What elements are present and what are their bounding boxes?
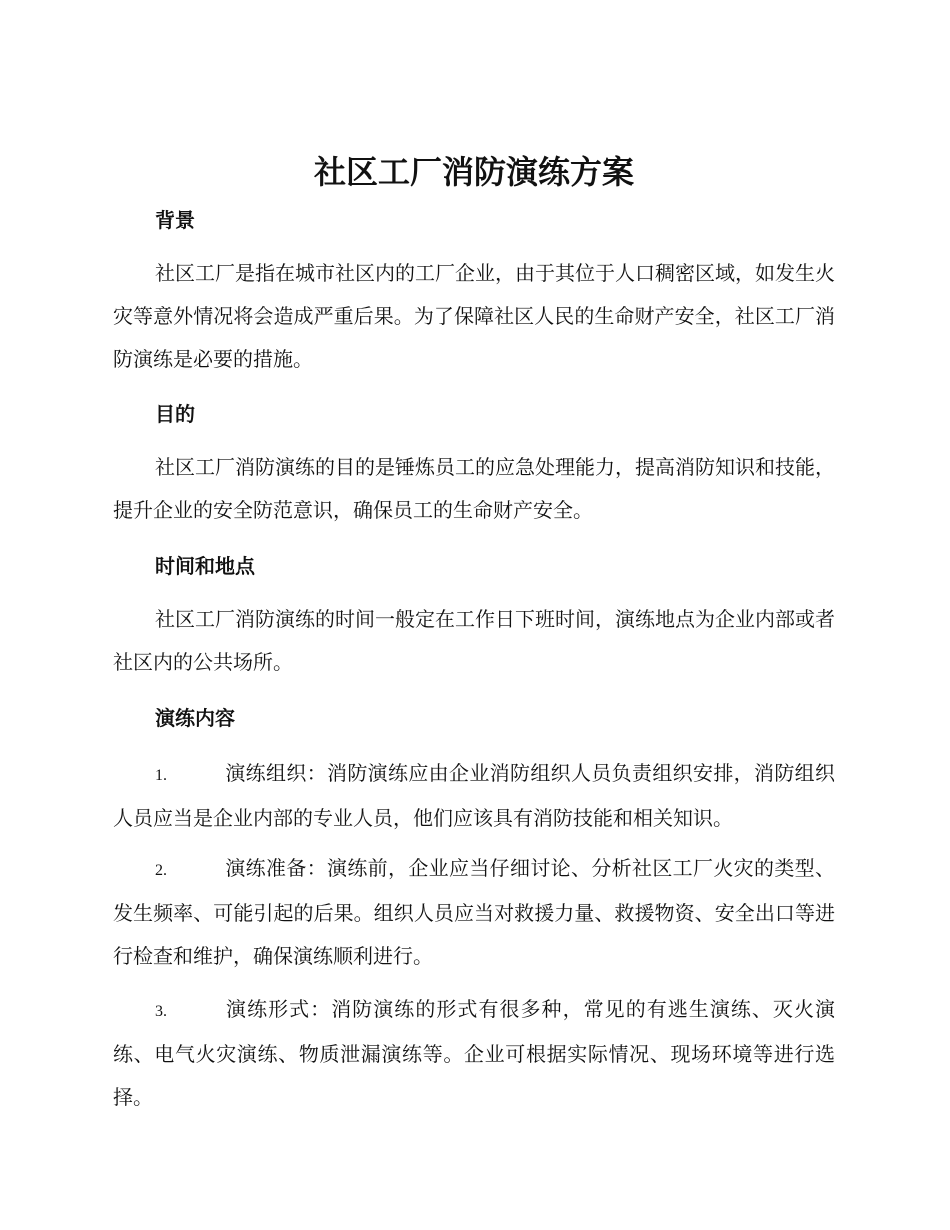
list-item: [113, 988, 835, 1119]
section-heading-time-place: 时间和地点: [155, 554, 255, 578]
section-text-background: 社区工厂是指在城市社区内的工厂企业，由于其位于人口稠密区域，如发生火灾等意外情况将会造成严重后果。为了保障社区人民的生命财产安全，社区工厂消防演练是必要的措施。: [113, 261, 835, 371]
section-text-purpose: 社区工厂消防演练的目的是锤炼员工的应急处理能力，提高消防知识和技能，提升企业的安全防范意识，确保员工的生命财产安全。: [113, 455, 835, 522]
list-item: [113, 847, 835, 978]
document-title: 社区工厂消防演练方案: [313, 153, 634, 191]
list-item-text: 演练形式：消防演练的形式有很多种，常见的有逃生演练、灭火演练、电气火灾演练、物质泄漏演练等。企业可根据实际情况、现场环境等进行选择。: [113, 997, 835, 1109]
list-item-number: 1.: [155, 767, 167, 784]
section-heading-purpose: 目的: [155, 402, 195, 426]
list-item-number: 2.: [155, 862, 167, 879]
list-item-number: 3.: [155, 1003, 167, 1020]
section-text-time-place: 社区工厂消防演练的时间一般定在工作日下班时间，演练地点为企业内部或者社区内的公共场所。: [113, 607, 835, 674]
section-heading-background: 背景: [155, 208, 195, 232]
list-item-text: 演练组织：消防演练应由企业消防组织人员负责组织安排，消防组织人员应当是企业内部的专业人员，他们应该具有消防技能和相关知识。: [113, 761, 835, 830]
section-heading-content: 演练内容: [155, 706, 235, 730]
list-item-text: 演练准备：演练前，企业应当仔细讨论、分析社区工厂火灾的类型、发生频率、可能引起的后果。组织人员应当对救援力量、救援物资、安全出口等进行检查和维护，确保演练顺利进行。: [113, 856, 835, 968]
list-item: [113, 752, 835, 840]
